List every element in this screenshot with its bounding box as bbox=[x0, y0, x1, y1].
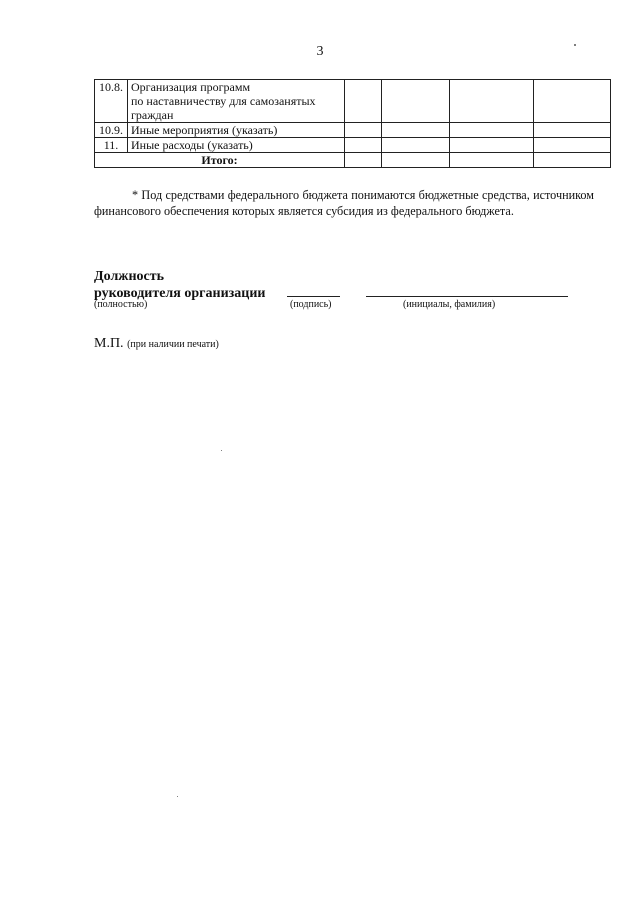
table-row bbox=[95, 138, 611, 153]
position-title bbox=[94, 268, 265, 302]
empty-cell bbox=[534, 80, 611, 123]
table-row bbox=[95, 123, 611, 138]
row-label bbox=[128, 138, 345, 153]
row-number: 11. bbox=[95, 138, 128, 153]
scan-speck bbox=[574, 44, 576, 46]
row-label-line: граждан bbox=[131, 108, 174, 122]
empty-cell bbox=[382, 80, 450, 123]
empty-cell bbox=[345, 153, 382, 168]
row-number: 10.9. bbox=[95, 123, 128, 138]
empty-cell bbox=[450, 153, 534, 168]
stamp-note: (при наличии печати) bbox=[127, 339, 219, 350]
caption-signature: (подпись) bbox=[290, 299, 332, 310]
row-number: 10.8. bbox=[95, 80, 128, 123]
footnote: * Под средствами федерального бюджета понимаются бюджетные средства, источником финансового обеспечения которых является субсидия из федерального бюджета. bbox=[94, 188, 594, 218]
empty-cell bbox=[450, 80, 534, 123]
position-title-line: Должность bbox=[94, 269, 165, 284]
table-row bbox=[95, 80, 611, 123]
row-label-line: Иные расходы (указать) bbox=[131, 138, 253, 152]
expense-table bbox=[94, 79, 611, 168]
caption-name: (инициалы, фамилия) bbox=[403, 299, 496, 310]
row-label-line: по наставничеству для самозанятых bbox=[131, 94, 316, 108]
stamp-label bbox=[94, 336, 219, 353]
table-total-row bbox=[95, 153, 611, 168]
position-title-line: руководителя организации bbox=[94, 286, 266, 301]
scan-speck bbox=[221, 450, 222, 451]
empty-cell bbox=[382, 138, 450, 153]
empty-cell bbox=[345, 123, 382, 138]
empty-cell bbox=[345, 80, 382, 123]
row-label bbox=[128, 80, 345, 123]
empty-cell bbox=[534, 138, 611, 153]
page-number: 3 bbox=[316, 44, 324, 59]
caption-full-title: (полностью) bbox=[94, 299, 148, 310]
empty-cell bbox=[382, 153, 450, 168]
row-label-line: Организация программ bbox=[131, 80, 251, 94]
empty-cell bbox=[450, 123, 534, 138]
stamp-abbrev: М.П. bbox=[94, 336, 124, 351]
empty-cell bbox=[345, 138, 382, 153]
empty-cell bbox=[534, 153, 611, 168]
row-label bbox=[128, 123, 345, 138]
scan-speck bbox=[177, 796, 178, 797]
empty-cell bbox=[450, 138, 534, 153]
name-line bbox=[366, 296, 568, 297]
total-label: Итого: bbox=[95, 153, 345, 168]
empty-cell bbox=[382, 123, 450, 138]
signature-line bbox=[287, 296, 340, 297]
empty-cell bbox=[534, 123, 611, 138]
row-label-line: Иные мероприятия (указать) bbox=[131, 123, 278, 137]
